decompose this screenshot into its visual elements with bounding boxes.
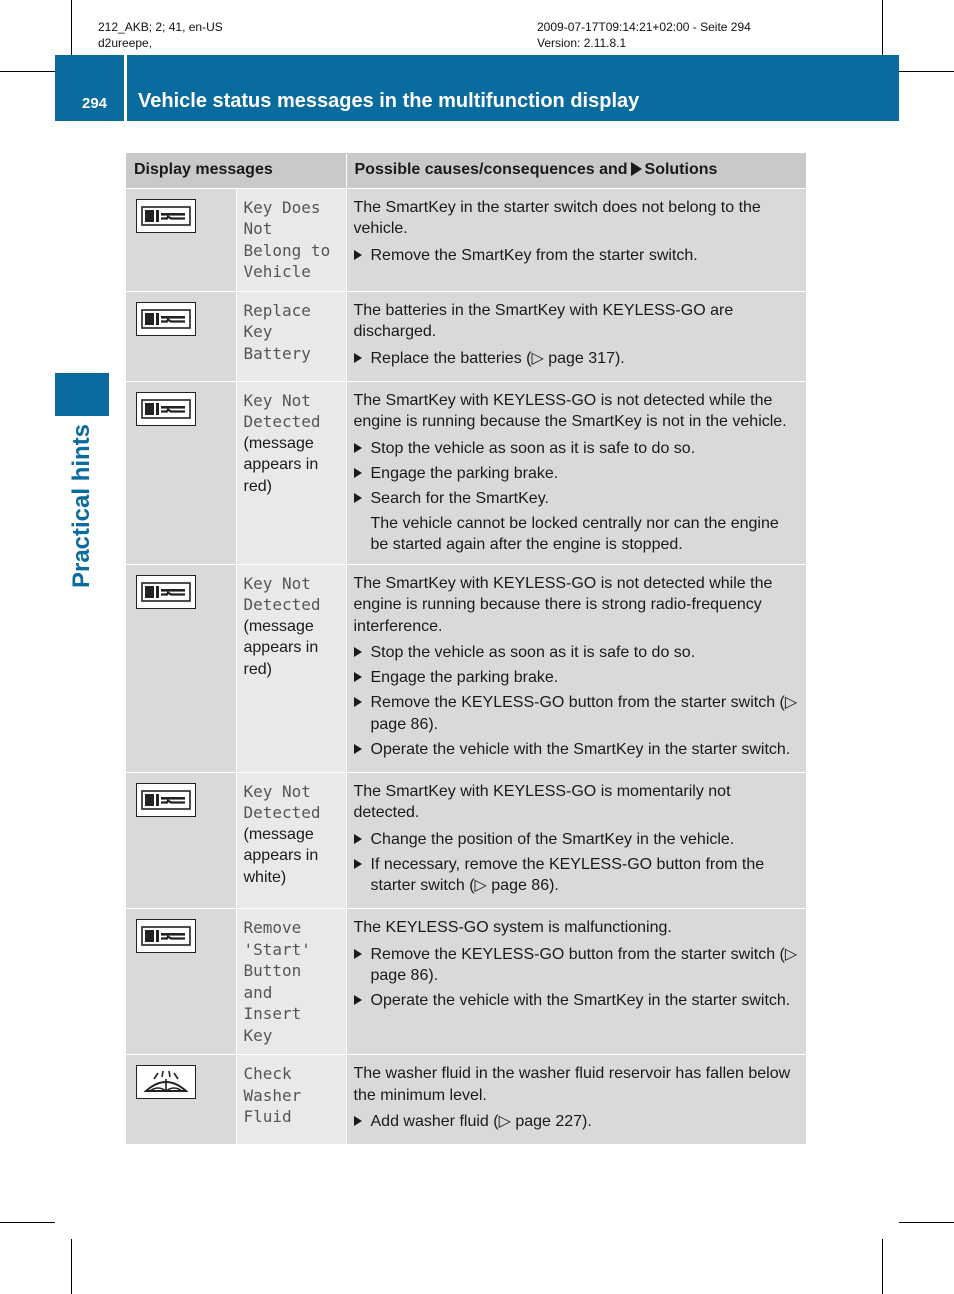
solution-step-text: Engage the parking brake. xyxy=(370,669,559,686)
icon-cell xyxy=(126,909,236,1055)
arrow-right-icon xyxy=(354,949,362,959)
table-row xyxy=(126,564,806,772)
solution-step-text: Search for the SmartKey. xyxy=(370,489,549,507)
symbol-frame xyxy=(136,302,196,336)
arrow-right-icon xyxy=(354,672,362,682)
solution-step-text: Remove the KEYLESS-GO button from the starter switch (▷ page 86). xyxy=(370,694,798,733)
message-note: (message appears in red) xyxy=(243,434,319,495)
solution-cell xyxy=(346,291,806,381)
meta-line: 212_AKB; 2; 41, en-US xyxy=(98,20,223,34)
column-header-post: Solutions xyxy=(644,161,718,179)
arrow-right-icon xyxy=(354,250,362,260)
crop-mark xyxy=(899,71,954,72)
message-cell xyxy=(236,1055,346,1145)
solution-cell xyxy=(346,1055,806,1145)
cause-description: The SmartKey with KEYLESS-GO is momentarily not detected. xyxy=(353,782,731,821)
solution-step xyxy=(354,488,800,510)
meta-line: 2009-07-17T09:14:21+02:00 - Seite 294 xyxy=(537,20,751,34)
cause-description: The KEYLESS-GO system is malfunctioning. xyxy=(353,919,672,936)
icon-cell xyxy=(126,291,236,381)
column-header-display-messages: Display messages xyxy=(126,153,346,188)
symbol-frame xyxy=(136,1065,196,1099)
solution-step-text: Operate the vehicle with the SmartKey in the starter switch. xyxy=(370,740,791,758)
cause-description: The SmartKey in the starter switch does not belong to the vehicle. xyxy=(353,198,761,237)
solution-cell xyxy=(346,564,806,772)
solution-step xyxy=(354,438,800,460)
icon-cell xyxy=(126,381,236,564)
solution-steps xyxy=(354,1111,800,1133)
key-icon xyxy=(140,398,192,420)
arrow-right-icon xyxy=(354,697,362,707)
print-meta-right xyxy=(537,19,751,51)
solution-step-text: Stop the vehicle as soon as it is safe to do so. xyxy=(370,644,696,661)
crop-mark xyxy=(0,1222,55,1223)
crop-mark xyxy=(71,1239,72,1294)
solution-step-text: Operate the vehicle with the SmartKey in the starter switch. xyxy=(370,992,791,1009)
arrow-right-icon xyxy=(354,859,362,869)
crop-mark xyxy=(0,71,55,72)
column-header-pre: Possible causes/consequences and xyxy=(354,161,628,179)
solution-step-text: Remove the SmartKey from the starter switch. xyxy=(370,246,698,264)
display-message: Key Not Detected xyxy=(243,781,321,822)
message-cell xyxy=(236,381,346,564)
solution-cell xyxy=(346,381,806,564)
solution-step xyxy=(354,463,800,485)
solution-step-text: Remove the KEYLESS-GO button from the starter switch (▷ page 86). xyxy=(370,945,798,984)
header-divider xyxy=(124,55,127,121)
solution-step-text: Engage the parking brake. xyxy=(370,464,559,482)
table-row xyxy=(126,772,806,909)
symbol-frame xyxy=(136,199,196,233)
display-message: Check Washer Fluid xyxy=(243,1064,302,1126)
message-note: (message appears in white) xyxy=(243,825,319,886)
message-cell xyxy=(236,291,346,381)
arrow-right-icon xyxy=(354,995,362,1005)
symbol-frame xyxy=(136,575,196,609)
display-message: Replace Key Battery xyxy=(243,300,311,363)
arrow-right-icon xyxy=(354,468,362,478)
table-row xyxy=(126,909,806,1055)
cause-description: The SmartKey with KEYLESS-GO is not detected while the engine is running because the SmartKey is not in the vehicle. xyxy=(353,391,787,430)
table-row xyxy=(126,291,806,381)
arrow-right-icon xyxy=(354,834,362,844)
message-cell xyxy=(236,188,346,291)
solution-step-text: If necessary, remove the KEYLESS-GO button from the starter switch (▷ page 86). xyxy=(370,855,765,894)
page-title: Vehicle status messages in the multifunction display xyxy=(138,90,640,112)
key-icon xyxy=(140,789,192,811)
step-note: The vehicle cannot be locked centrally nor can the engine be started again after the engine is stopped. xyxy=(370,514,779,553)
cause-description: The SmartKey with KEYLESS-GO is not detected while the engine is running because there is strong radio-frequency interference. xyxy=(353,574,773,635)
icon-cell xyxy=(126,1055,236,1145)
key-icon xyxy=(140,205,192,227)
display-message: Key Not Detected xyxy=(243,573,321,614)
table-header-row xyxy=(126,153,806,188)
solution-step xyxy=(354,1111,800,1133)
crop-mark xyxy=(71,0,72,55)
message-cell xyxy=(236,909,346,1055)
solution-step-text: Stop the vehicle as soon as it is safe to do so. xyxy=(370,439,696,457)
solution-step xyxy=(354,739,800,761)
icon-cell xyxy=(126,188,236,291)
messages-table xyxy=(126,153,806,1145)
solution-step xyxy=(354,854,800,897)
message-cell xyxy=(236,772,346,909)
crop-mark xyxy=(899,1222,954,1223)
solution-cell xyxy=(346,772,806,909)
arrow-right-icon xyxy=(631,162,642,176)
section-label: Practical hints xyxy=(68,423,95,589)
arrow-right-icon xyxy=(354,647,362,657)
solution-step xyxy=(354,642,800,664)
display-message: Key Not Detected xyxy=(243,390,321,431)
meta-line: d2ureepe, xyxy=(98,36,153,50)
solution-steps xyxy=(354,944,800,1012)
message-note: (message appears in red) xyxy=(243,617,319,678)
table-row xyxy=(126,381,806,564)
display-message: Key Does Not Belong to Vehicle xyxy=(243,197,331,281)
solution-step xyxy=(354,692,800,735)
icon-cell xyxy=(126,564,236,772)
solution-step-text: Replace the batteries (▷ page 317). xyxy=(370,349,625,367)
cause-description: The batteries in the SmartKey with KEYLESS-GO are discharged. xyxy=(353,301,734,340)
cause-description: The washer fluid in the washer fluid reservoir has fallen below the minimum level. xyxy=(353,1065,791,1104)
solution-step xyxy=(354,245,800,267)
crop-mark xyxy=(882,1239,883,1294)
solution-cell xyxy=(346,909,806,1055)
arrow-right-icon xyxy=(354,1116,362,1126)
solution-step xyxy=(354,348,800,370)
solution-step xyxy=(354,944,800,987)
key-icon xyxy=(140,581,192,603)
solution-steps xyxy=(354,438,800,556)
solution-steps xyxy=(354,245,800,267)
print-meta-left xyxy=(98,19,223,51)
solution-steps xyxy=(354,348,800,370)
crop-mark xyxy=(882,0,883,55)
symbol-frame xyxy=(136,783,196,817)
table-row xyxy=(126,1055,806,1145)
solution-step xyxy=(354,829,800,851)
key-icon xyxy=(140,308,192,330)
solution-steps xyxy=(354,829,800,897)
washer-fluid-icon xyxy=(140,1069,192,1095)
display-message: Remove 'Start' Button and Insert Key xyxy=(243,918,311,1045)
meta-line: Version: 2.11.8.1 xyxy=(537,36,627,50)
solution-step xyxy=(354,990,800,1012)
solution-step-text: Change the position of the SmartKey in the vehicle. xyxy=(370,830,735,848)
arrow-right-icon xyxy=(354,353,362,363)
arrow-right-icon xyxy=(354,744,362,754)
key-icon xyxy=(140,925,192,947)
solution-step-text: Add washer fluid (▷ page 227). xyxy=(370,1113,592,1130)
arrow-right-icon xyxy=(354,493,362,503)
page-number: 294 xyxy=(82,95,108,112)
icon-cell xyxy=(126,772,236,909)
symbol-frame xyxy=(136,919,196,953)
side-tab xyxy=(55,373,109,416)
solution-step xyxy=(354,667,800,689)
table-row xyxy=(126,188,806,291)
message-cell xyxy=(236,564,346,772)
solution-steps xyxy=(354,642,800,760)
symbol-frame xyxy=(136,392,196,426)
arrow-right-icon xyxy=(354,443,362,453)
solution-cell xyxy=(346,188,806,291)
column-header-solutions xyxy=(346,153,806,188)
